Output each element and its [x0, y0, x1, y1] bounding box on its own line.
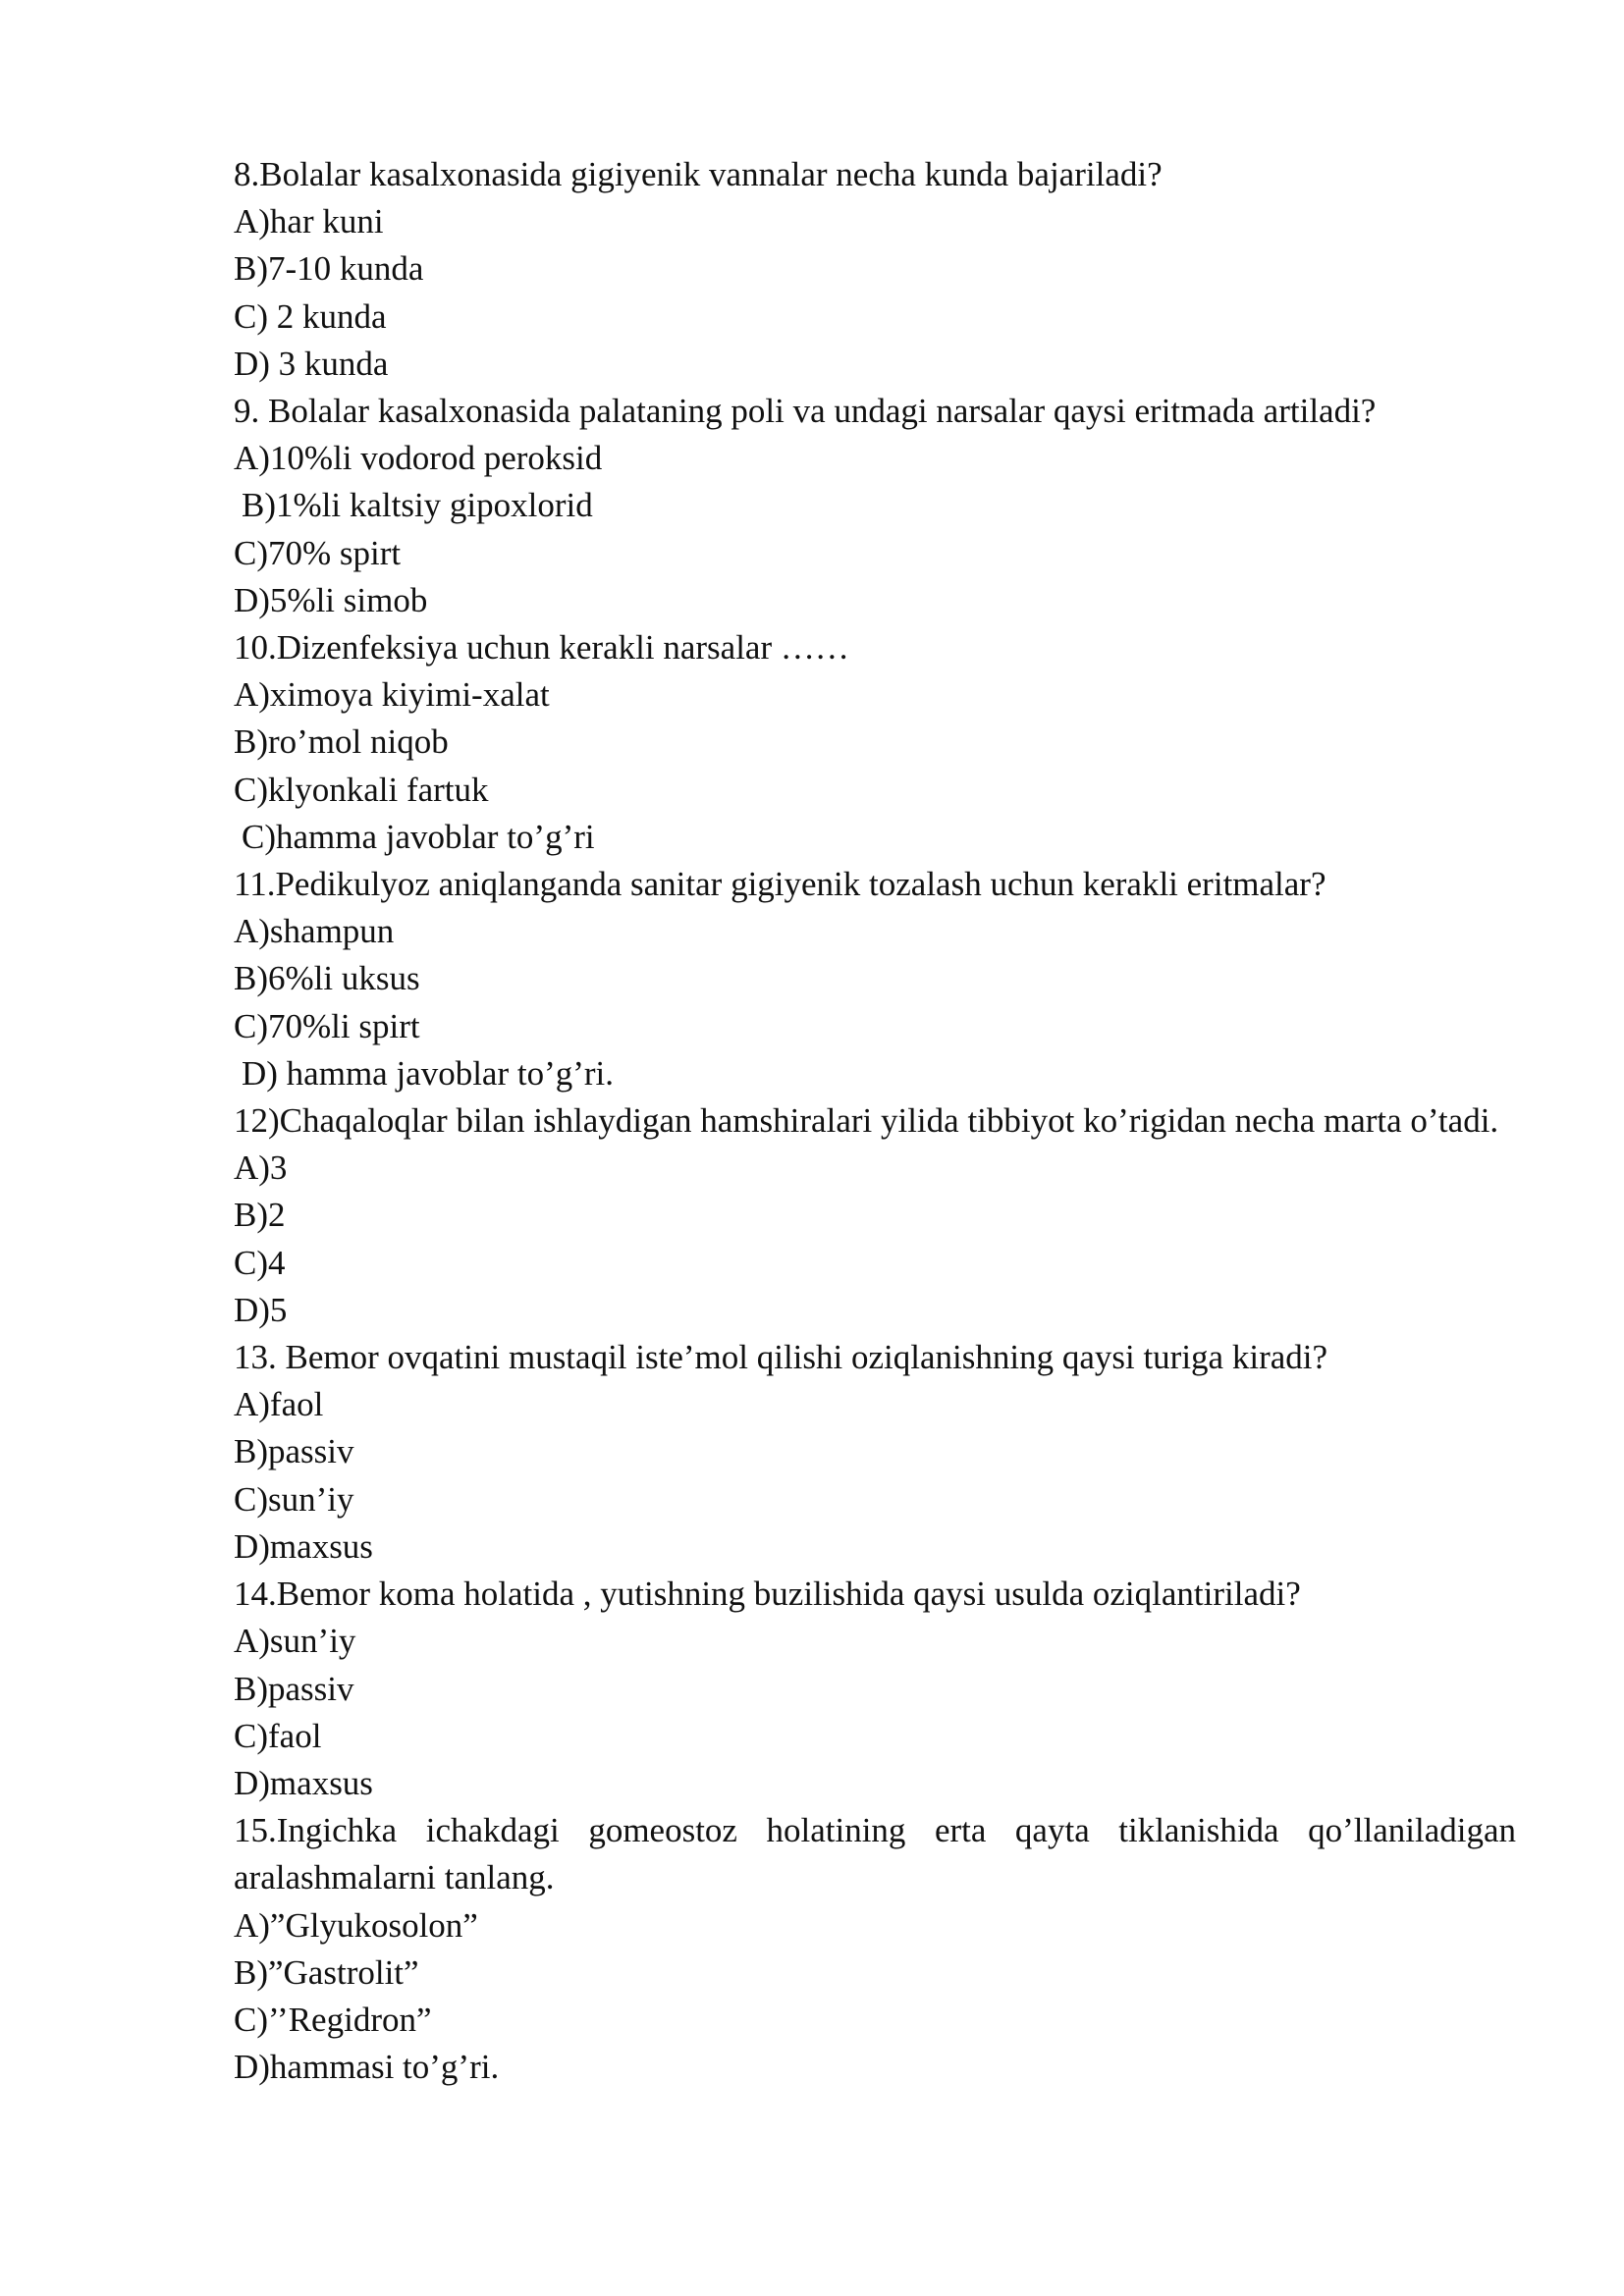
answer-option: C) 2 kunda	[234, 296, 387, 336]
answer-option: A)3	[234, 1148, 288, 1188]
answer-option: B)passiv	[234, 1669, 354, 1708]
answer-option: B)passiv	[234, 1432, 354, 1471]
answer-option: C)70% spirt	[234, 533, 402, 572]
answer-option: A)faol	[234, 1385, 324, 1424]
question-text: 9. Bolalar kasalxonasida palataning poli va undagi narsalar qaysi eritmada artiladi?	[234, 392, 1377, 431]
answer-option: C)hamma javoblar to’g’ri	[242, 817, 595, 856]
answer-option: D) hamma javoblar to’g’ri.	[242, 1053, 615, 1093]
answer-option: C)faol	[234, 1716, 322, 1755]
answer-option: B)7-10 kunda	[234, 249, 424, 289]
question-text: 15.Ingichka ichakdagi gomeostoz holatining erta qayta tiklanishida qo’llaniladigan aralashmalarni tanlang.	[234, 1811, 1516, 1897]
answer-option: A)10%li vodorod peroksid	[234, 439, 603, 478]
answer-option: C)4	[234, 1243, 286, 1282]
question-text: 11.Pedikulyoz aniqlanganda sanitar gigiyenik tozalash uchun kerakli eritmalar?	[234, 865, 1326, 904]
answer-option: C)sun’iy	[234, 1479, 354, 1519]
question-text: 8.Bolalar kasalxonasida gigiyenik vannalar necha kunda bajariladi?	[234, 155, 1163, 193]
question-text: 13. Bemor ovqatini mustaqil iste’mol qilishi oziqlanishning qaysi turiga kiradi?	[234, 1338, 1328, 1377]
answer-option: D)maxsus	[234, 1526, 373, 1566]
answer-option: C)klyonkali fartuk	[234, 770, 489, 809]
answer-option: B)ro’mol niqob	[234, 722, 449, 762]
question-text: 14.Bemor koma holatida , yutishning buzilishida qaysi usulda oziqlantiriladi?	[234, 1575, 1301, 1614]
answer-option: B)2	[234, 1196, 286, 1235]
answer-option: D)maxsus	[234, 1763, 373, 1802]
answer-option: B)6%li uksus	[234, 959, 420, 998]
answer-option: A)shampun	[234, 912, 395, 951]
answer-option: C)’’Regidron”	[234, 2000, 432, 2039]
answer-option: D)5%li simob	[234, 580, 428, 619]
answer-option: A)sun’iy	[234, 1622, 356, 1661]
answer-option: D)hammasi to’g’ri.	[234, 2048, 500, 2087]
document-body	[234, 151, 1516, 2091]
answer-option: D)5	[234, 1290, 288, 1329]
answer-option: D) 3 kunda	[234, 344, 389, 383]
answer-option: A)har kuni	[234, 202, 384, 241]
question-text: 12)Chaqaloqlar bilan ishlaydigan hamshiralari yilida tibbiyot ko’rigidan necha marta o’tadi.	[234, 1101, 1499, 1141]
answer-option: C)70%li spirt	[234, 1006, 420, 1045]
question-text: 10.Dizenfeksiya uchun kerakli narsalar ……	[234, 628, 849, 667]
answer-option: A)ximoya kiyimi-xalat	[234, 675, 550, 715]
answer-option: B)1%li kaltsiy gipoxlorid	[242, 486, 593, 525]
answer-option: B)”Gastrolit”	[234, 1952, 419, 1992]
answer-option: A)”Glyukosolon”	[234, 1905, 478, 1945]
